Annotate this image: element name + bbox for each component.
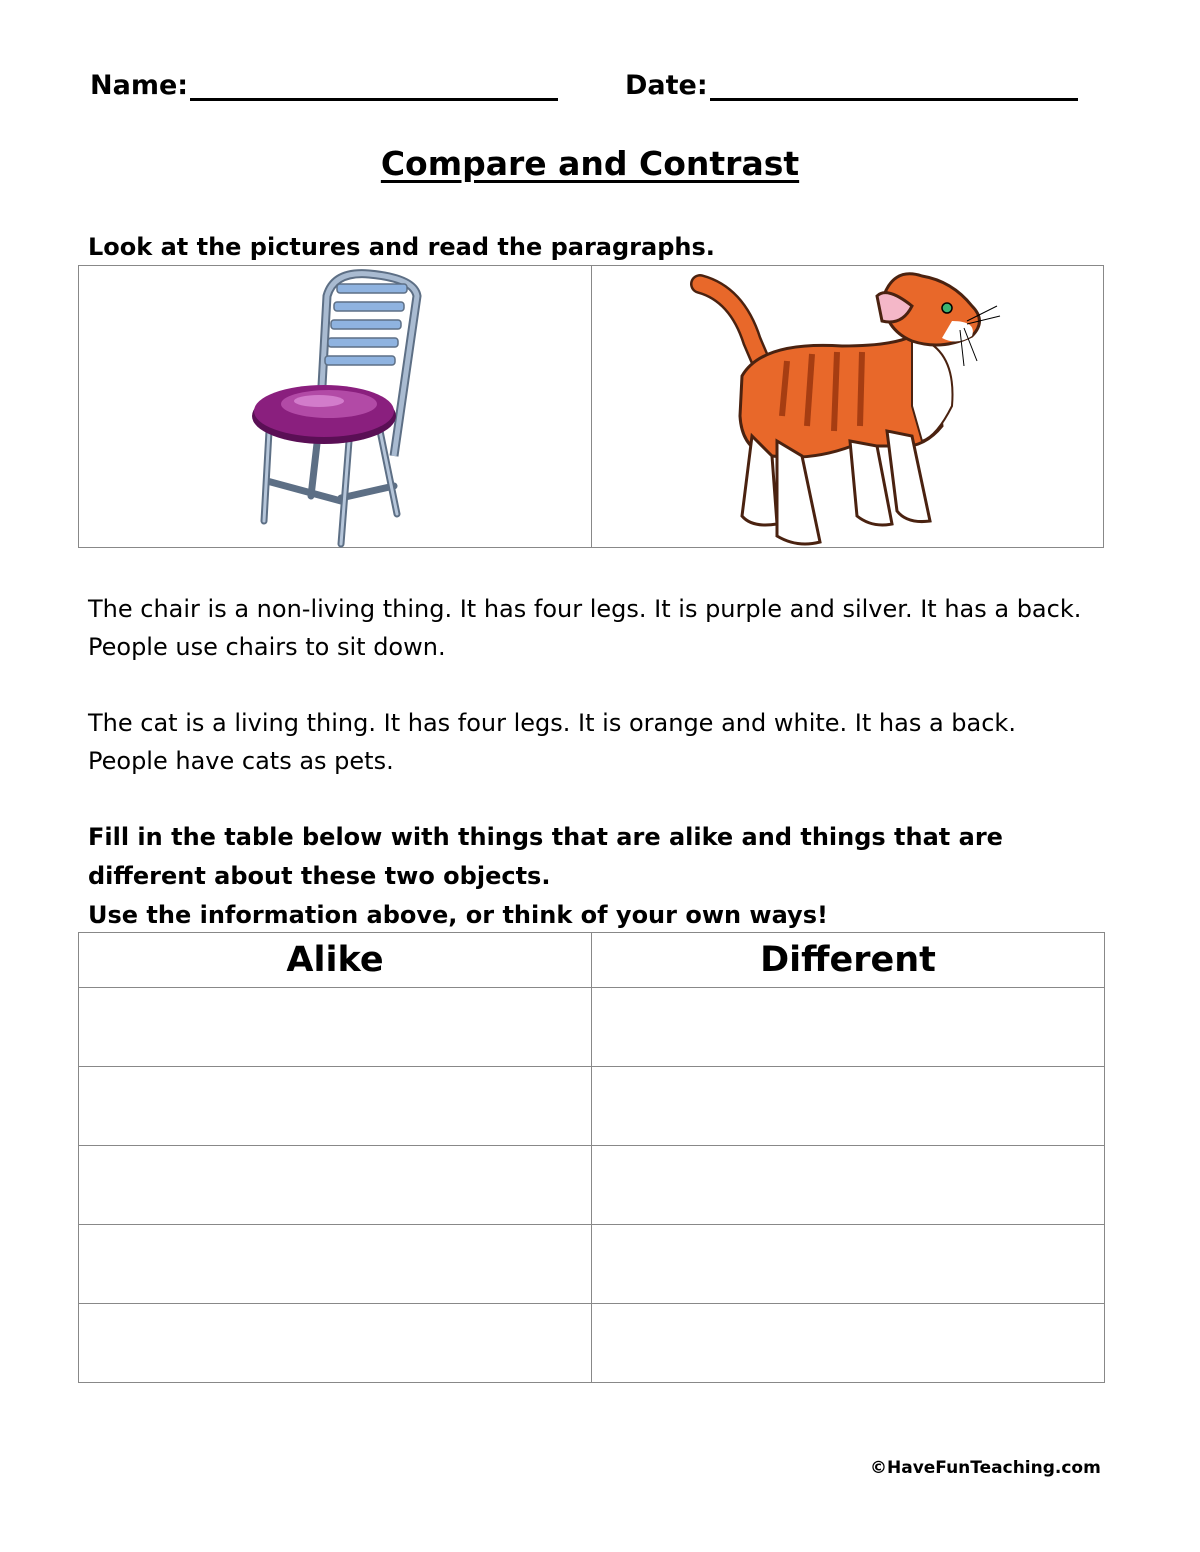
page-title: Compare and Contrast — [380, 144, 800, 183]
different-cell[interactable] — [592, 1304, 1105, 1383]
alike-cell[interactable] — [79, 1067, 592, 1146]
table-row — [79, 1304, 1105, 1383]
name-label: Name: — [90, 70, 189, 101]
date-blank[interactable] — [710, 68, 1078, 101]
different-cell[interactable] — [592, 1225, 1105, 1304]
footer-copyright: ©HaveFunTeaching.com — [870, 1458, 1101, 1478]
chair-illustration — [79, 266, 592, 549]
chair-cell — [79, 266, 591, 547]
date-field[interactable] — [625, 68, 1078, 101]
alike-header: Alike — [79, 933, 592, 988]
different-cell[interactable] — [592, 988, 1105, 1067]
date-label: Date: — [625, 70, 708, 101]
table-row — [79, 1067, 1105, 1146]
table-row — [79, 1146, 1105, 1225]
alike-cell[interactable] — [79, 1146, 592, 1225]
different-header: Different — [592, 933, 1105, 988]
cat-cell — [591, 266, 1104, 547]
picture-box — [78, 265, 1104, 548]
alike-cell[interactable] — [79, 1304, 592, 1383]
alike-cell[interactable] — [79, 988, 592, 1067]
name-field[interactable] — [90, 68, 558, 101]
cat-illustration — [592, 266, 1105, 549]
header-row — [90, 68, 1080, 108]
compare-table — [78, 932, 1105, 1383]
instruction-table-line-1: Fill in the table below with things that are alike and things that are different about these two objects. — [88, 823, 1003, 890]
different-cell[interactable] — [592, 1146, 1105, 1225]
different-cell[interactable] — [592, 1067, 1105, 1146]
name-blank[interactable] — [190, 68, 558, 101]
paragraph-chair: The chair is a non-living thing. It has four legs. It is purple and silver. It has a back. People use chairs to sit down. — [88, 595, 1082, 661]
instruction-table — [88, 818, 1088, 935]
instruction-pictures: Look at the pictures and read the paragraphs. — [88, 233, 715, 261]
instruction-table-line-2: Use the information above, or think of your own ways! — [88, 901, 828, 929]
table-row — [79, 988, 1105, 1067]
table-header-row — [79, 933, 1105, 988]
alike-cell[interactable] — [79, 1225, 592, 1304]
table-row — [79, 1225, 1105, 1304]
paragraph-cat: The cat is a living thing. It has four legs. It is orange and white. It has a back. People have cats as pets. — [88, 709, 1016, 775]
